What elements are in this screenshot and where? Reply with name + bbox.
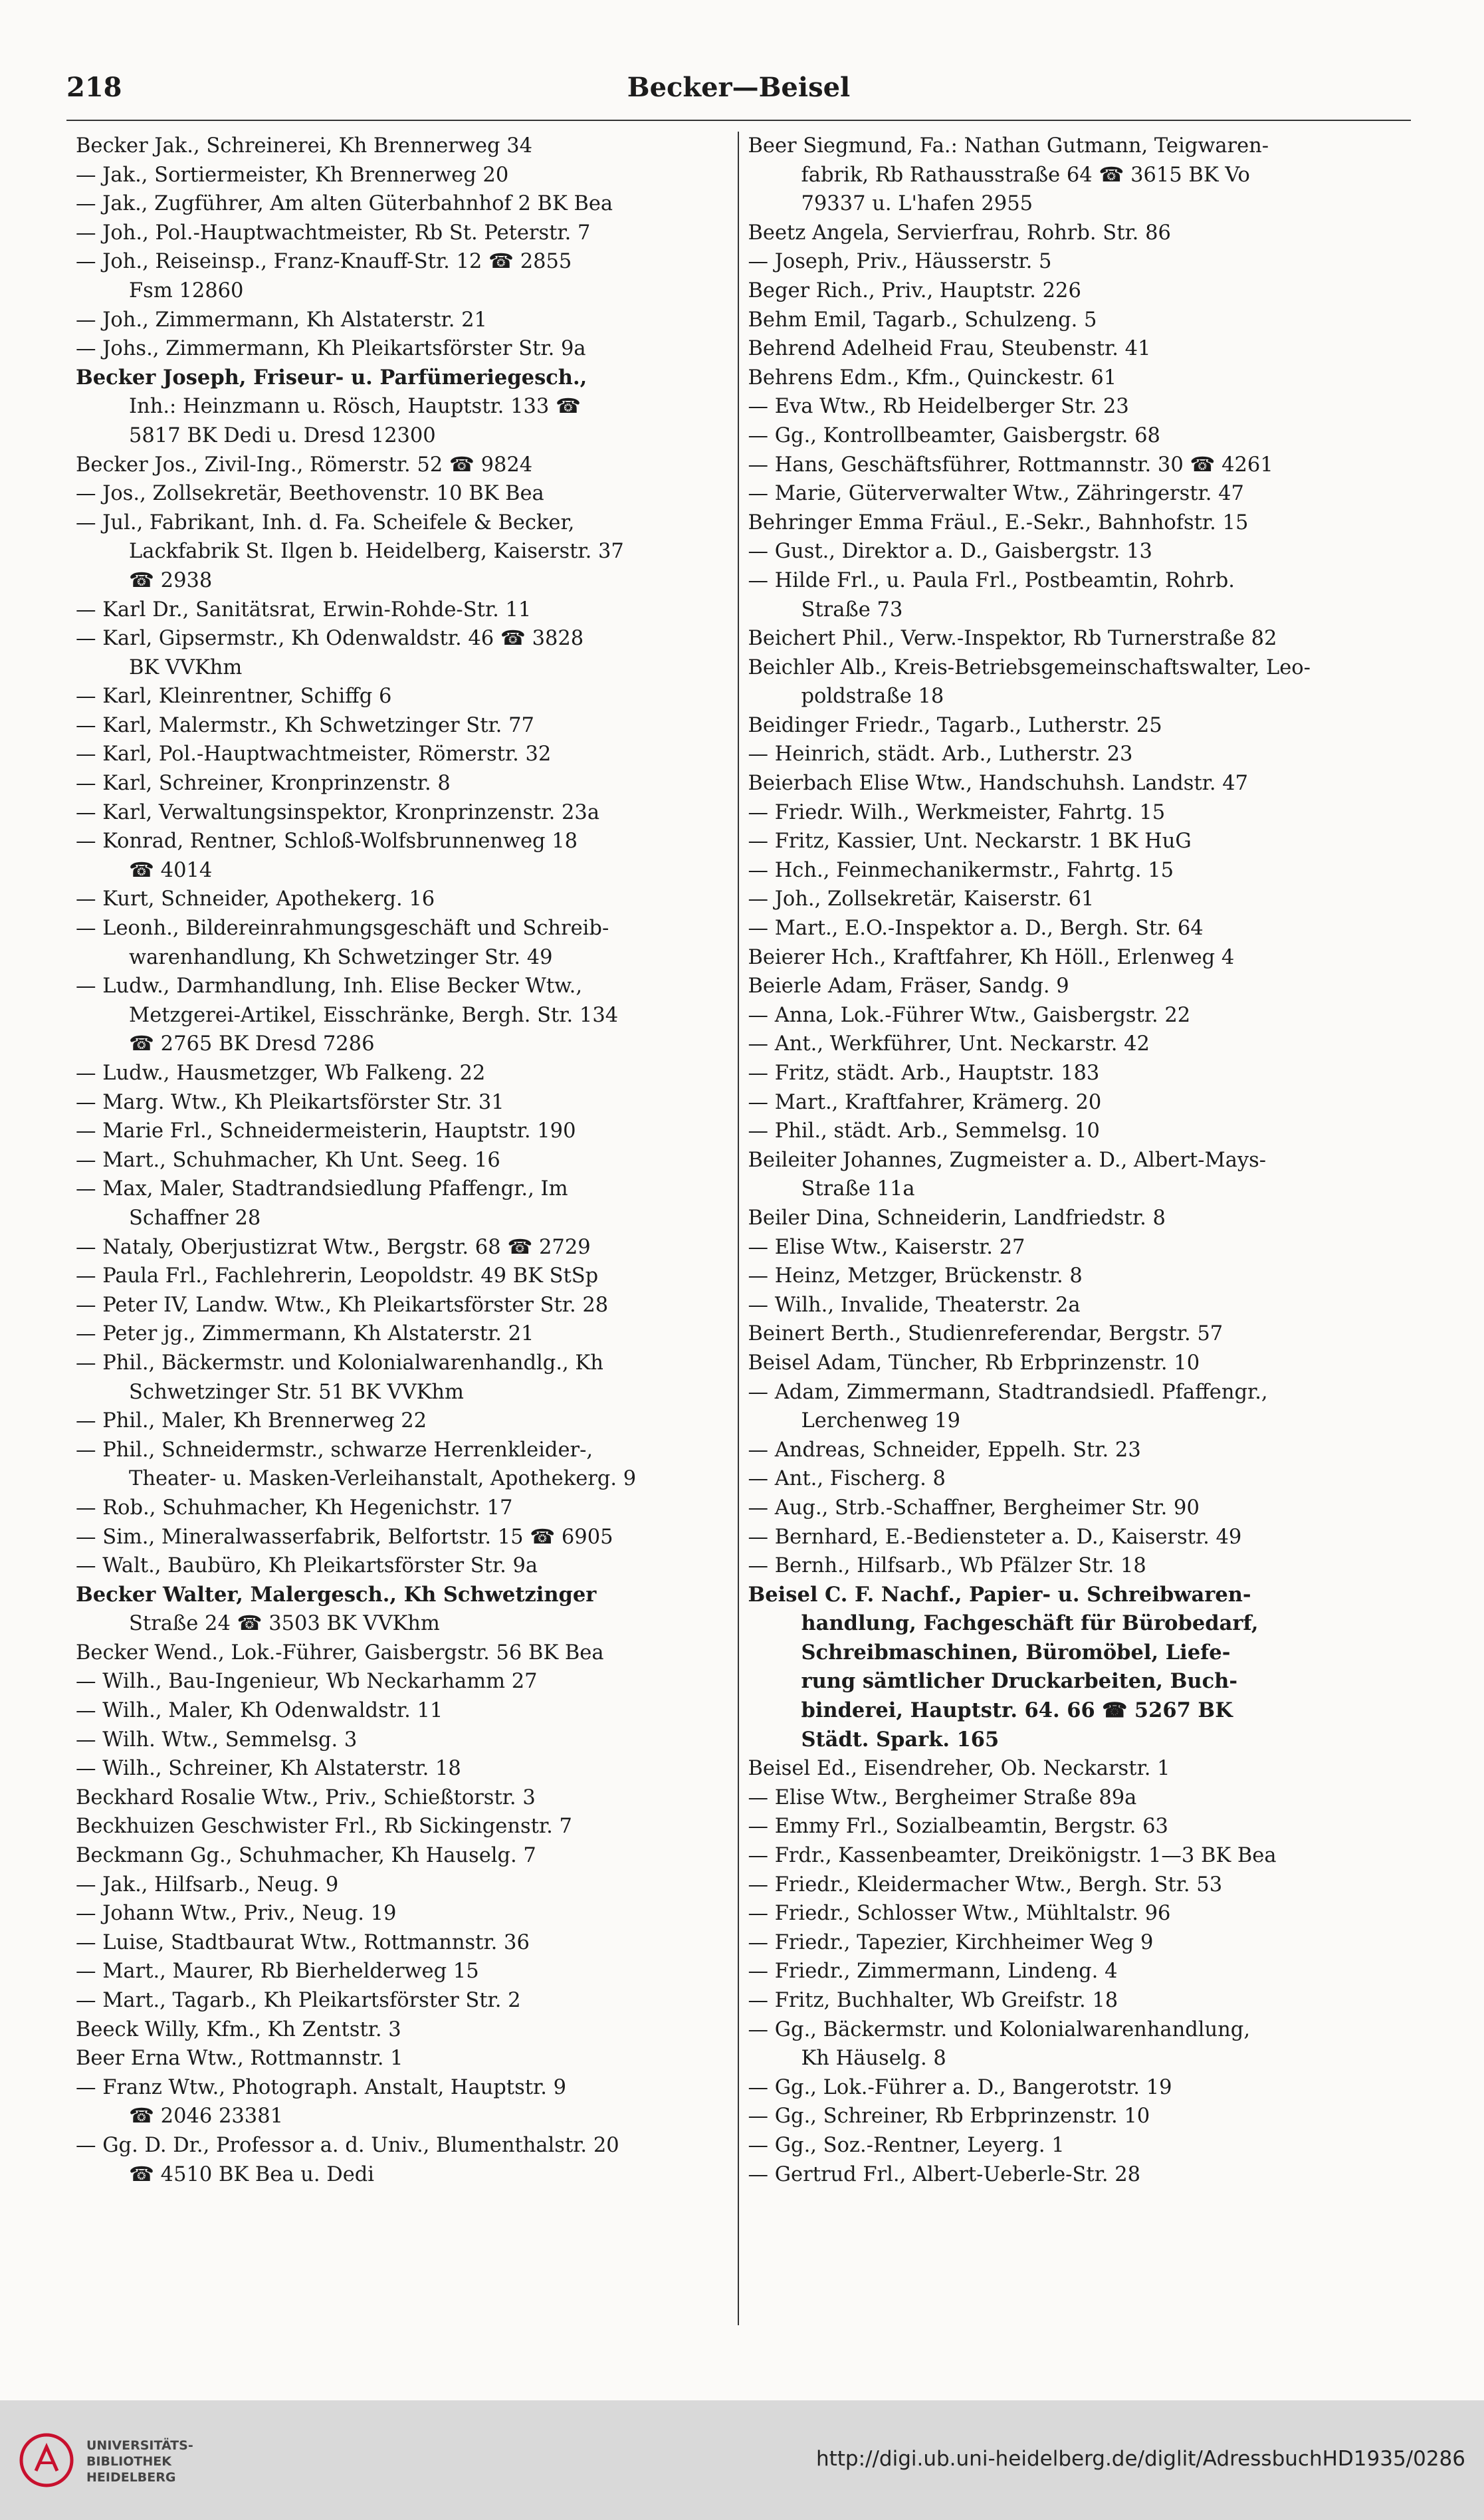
directory-entry: — Karl, Kleinrentner, Schiffg 6 bbox=[76, 685, 392, 709]
directory-entry: Straße 73 bbox=[801, 598, 903, 622]
directory-entry: — Hch., Feinmechanikermstr., Fahrtg. 15 bbox=[748, 858, 1174, 882]
directory-entry: — Gg., Bäckermstr. und Kolonialwarenhandlung, bbox=[748, 2017, 1251, 2041]
directory-entry: — Joh., Zollsekretär, Kaiserstr. 61 bbox=[748, 887, 1095, 911]
directory-entry: — Jak., Zugführer, Am alten Güterbahnhof 2 BK Bea bbox=[76, 192, 613, 216]
directory-entry: — Eva Wtw., Rb Heidelberger Str. 23 bbox=[748, 395, 1129, 419]
directory-entry: — Emmy Frl., Sozialbeamtin, Bergstr. 63 bbox=[748, 1815, 1168, 1839]
directory-entry: — Phil., Maler, Kh Brennerweg 22 bbox=[76, 1409, 427, 1433]
directory-entry: Beeck Willy, Kfm., Kh Zentstr. 3 bbox=[76, 2017, 401, 2041]
directory-entry: — Gg., Kontrollbeamter, Gaisbergstr. 68 bbox=[748, 423, 1160, 447]
directory-entry: Behringer Emma Fräul., E.-Sekr., Bahnhofstr. 15 bbox=[748, 511, 1249, 534]
directory-entry: — Mart., Schuhmacher, Kh Unt. Seeg. 16 bbox=[76, 1148, 500, 1172]
directory-entry: Beckmann Gg., Schuhmacher, Kh Hauselg. 7 bbox=[76, 1844, 536, 1868]
directory-entry: — Joseph, Priv., Häusserstr. 5 bbox=[748, 250, 1052, 274]
directory-entry: Beiler Dina, Schneiderin, Landfriedstr. 8 bbox=[748, 1206, 1166, 1230]
directory-entry: Lackfabrik St. Ilgen b. Heidelberg, Kaiserstr. 37 bbox=[129, 540, 624, 564]
directory-entry: Lerchenweg 19 bbox=[801, 1409, 960, 1433]
directory-entry: Beer Erna Wtw., Rottmannstr. 1 bbox=[76, 2047, 403, 2071]
directory-entry: binderei, Hauptstr. 64. 66 ☎ 5267 BK bbox=[801, 1698, 1233, 1723]
directory-entry: Beger Rich., Priv., Hauptstr. 226 bbox=[748, 279, 1081, 302]
directory-entry: — Adam, Zimmermann, Stadtrandsiedl. Pfaffengr., bbox=[748, 1380, 1268, 1404]
directory-entry: — Bernhard, E.-Bediensteter a. D., Kaiserstr. 49 bbox=[748, 1525, 1242, 1549]
directory-entry: Schreibmaschinen, Büromöbel, Liefe- bbox=[801, 1640, 1231, 1664]
directory-entry: — Friedr., Kleidermacher Wtw., Bergh. Str. 53 bbox=[748, 1873, 1223, 1896]
directory-entry: — Ludw., Hausmetzger, Wb Falkeng. 22 bbox=[76, 1062, 486, 1085]
directory-entry: — Phil., Schneidermstr., schwarze Herrenkleider-, bbox=[76, 1438, 593, 1462]
university-seal-icon bbox=[19, 2432, 74, 2488]
directory-entry: Schwetzinger Str. 51 BK VVKhm bbox=[129, 1380, 464, 1404]
left-column bbox=[66, 132, 739, 2325]
source-url-link[interactable]: http://digi.ub.uni-heidelberg.de/diglit/AdressbuchHD1935/0286 bbox=[815, 2447, 1465, 2471]
directory-entry: Fsm 12860 bbox=[129, 279, 244, 302]
directory-entry: — Elise Wtw., Kaiserstr. 27 bbox=[748, 1235, 1025, 1259]
directory-entry: Beetz Angela, Servierfrau, Rohrb. Str. 86 bbox=[748, 221, 1171, 245]
directory-entry: — Sim., Mineralwasserfabrik, Belfortstr. 15 ☎ 6905 bbox=[76, 1525, 613, 1549]
directory-entry: — Ant., Fischerg. 8 bbox=[748, 1467, 946, 1491]
directory-entry: — Franz Wtw., Photograph. Anstalt, Hauptstr. 9 bbox=[76, 2075, 567, 2099]
logo-line-3: HEIDELBERG bbox=[86, 2470, 176, 2485]
directory-entry: — Wilh., Schreiner, Kh Alstaterstr. 18 bbox=[76, 1757, 461, 1781]
page-number: 218 bbox=[66, 72, 122, 103]
page-header bbox=[66, 72, 1411, 112]
directory-entry: Behrens Edm., Kfm., Quinckestr. 61 bbox=[748, 366, 1117, 390]
directory-entry: Beileiter Johannes, Zugmeister a. D., Albert-Mays- bbox=[748, 1148, 1267, 1172]
directory-entry: — Luise, Stadtbaurat Wtw., Rottmannstr. 36 bbox=[76, 1930, 530, 1954]
directory-entry: — Rob., Schuhmacher, Kh Hegenichstr. 17 bbox=[76, 1496, 513, 1520]
directory-entry: — Gg., Schreiner, Rb Erbprinzenstr. 10 bbox=[748, 2105, 1150, 2128]
directory-entry: 5817 BK Dedi u. Dresd 12300 bbox=[129, 423, 436, 447]
directory-entry: — Fritz, Kassier, Unt. Neckarstr. 1 BK HuG bbox=[748, 830, 1192, 854]
directory-entry: — Friedr., Tapezier, Kirchheimer Weg 9 bbox=[748, 1930, 1154, 1954]
directory-entry: — Johann Wtw., Priv., Neug. 19 bbox=[76, 1902, 397, 1926]
directory-entry: poldstraße 18 bbox=[801, 685, 944, 709]
directory-entry: 79337 u. L'hafen 2955 bbox=[801, 192, 1033, 216]
directory-entry: Beichert Phil., Verw.-Inspektor, Rb Turnerstraße 82 bbox=[748, 627, 1277, 651]
directory-entry: — Joh., Reiseinsp., Franz-Knauff-Str. 12 ☎ 2855 bbox=[76, 250, 572, 274]
directory-entry: Becker Walter, Malergesch., Kh Schwetzinger bbox=[76, 1582, 597, 1607]
directory-entry: Beierle Adam, Fräser, Sandg. 9 bbox=[748, 974, 1069, 998]
directory-entry: — Peter IV, Landw. Wtw., Kh Pleikartsförster Str. 28 bbox=[76, 1293, 609, 1317]
directory-entry: — Ant., Werkführer, Unt. Neckarstr. 42 bbox=[748, 1032, 1150, 1056]
right-column bbox=[739, 132, 1412, 2325]
directory-entry: — Marie Frl., Schneidermeisterin, Hauptstr. 190 bbox=[76, 1119, 576, 1143]
directory-entry: Kh Häuselg. 8 bbox=[801, 2047, 946, 2071]
directory-entry: Theater- u. Masken-Verleihanstalt, Apothekerg. 9 bbox=[129, 1467, 637, 1491]
directory-entry: Beinert Berth., Studienreferendar, Bergstr. 57 bbox=[748, 1322, 1223, 1346]
directory-entry: — Karl, Verwaltungsinspektor, Kronprinzenstr. 23a bbox=[76, 800, 600, 824]
directory-entry: — Heinz, Metzger, Brückenstr. 8 bbox=[748, 1264, 1083, 1288]
directory-entry: — Friedr. Wilh., Werkmeister, Fahrtg. 15 bbox=[748, 800, 1166, 824]
directory-entry: — Konrad, Rentner, Schloß-Wolfsbrunnenweg 18 bbox=[76, 830, 578, 854]
directory-entry: Becker Jos., Zivil-Ing., Römerstr. 52 ☎ 9824 bbox=[76, 453, 533, 477]
directory-entry: Beierbach Elise Wtw., Handschuhsh. Landstr. 47 bbox=[748, 772, 1249, 796]
directory-entry: — Marie, Güterverwalter Wtw., Zähringerstr. 47 bbox=[748, 482, 1244, 506]
directory-entry: Behm Emil, Tagarb., Schulzeng. 5 bbox=[748, 308, 1097, 332]
directory-entry: — Mart., Maurer, Rb Bierhelderweg 15 bbox=[76, 1960, 479, 1984]
directory-entry: warenhandlung, Kh Schwetzinger Str. 49 bbox=[129, 945, 553, 969]
directory-entry: — Gg., Soz.-Rentner, Leyerg. 1 bbox=[748, 2133, 1065, 2157]
directory-entry: — Phil., Bäckermstr. und Kolonialwarenhandlg., Kh bbox=[76, 1351, 603, 1375]
directory-entry: — Andreas, Schneider, Eppelh. Str. 23 bbox=[748, 1438, 1141, 1462]
directory-entry: — Fritz, städt. Arb., Hauptstr. 183 bbox=[748, 1062, 1100, 1085]
directory-entry: — Mart., Kraftfahrer, Krämerg. 20 bbox=[748, 1090, 1102, 1114]
library-logo-text bbox=[86, 2438, 193, 2485]
directory-entry: — Gg., Lok.-Führer a. D., Bangerotstr. 19 bbox=[748, 2075, 1172, 2099]
directory-entry: Beer Siegmund, Fa.: Nathan Gutmann, Teigwaren- bbox=[748, 134, 1269, 158]
directory-entry: — Peter jg., Zimmermann, Kh Alstaterstr. 21 bbox=[76, 1322, 534, 1346]
directory-entry: Straße 11a bbox=[801, 1177, 915, 1201]
directory-entry: Beckhard Rosalie Wtw., Priv., Schießtorstr. 3 bbox=[76, 1785, 536, 1809]
directory-entry: — Kurt, Schneider, Apothekerg. 16 bbox=[76, 887, 435, 911]
directory-entry: — Hilde Frl., u. Paula Frl., Postbeamtin, Rohrb. bbox=[748, 568, 1235, 592]
directory-entry: rung sämtlicher Druckarbeiten, Buch- bbox=[801, 1669, 1237, 1694]
directory-entry: — Joh., Zimmermann, Kh Alstaterstr. 21 bbox=[76, 308, 487, 332]
running-head: Becker—Beisel bbox=[627, 72, 851, 103]
directory-entry: ☎ 2046 23381 bbox=[129, 2105, 284, 2128]
directory-entry: — Nataly, Oberjustizrat Wtw., Bergstr. 68 ☎ 2729 bbox=[76, 1235, 591, 1259]
directory-entry: — Hans, Geschäftsführer, Rottmannstr. 30 ☎ 4261 bbox=[748, 453, 1273, 477]
directory-entry: — Walt., Baubüro, Kh Pleikartsförster Str. 9a bbox=[76, 1554, 538, 1578]
directory-entry: Becker Jak., Schreinerei, Kh Brennerweg 34 bbox=[76, 134, 533, 158]
directory-entry: — Ludw., Darmhandlung, Inh. Elise Becker Wtw., bbox=[76, 974, 583, 998]
directory-entry: ☎ 4014 bbox=[129, 858, 213, 882]
directory-entry: Beierer Hch., Kraftfahrer, Kh Höll., Erlenweg 4 bbox=[748, 945, 1235, 969]
directory-entry: — Jak., Sortiermeister, Kh Brennerweg 20 bbox=[76, 163, 509, 187]
directory-entry: — Leonh., Bildereinrahmungsgeschäft und Schreib- bbox=[76, 917, 609, 941]
directory-entry: Becker Joseph, Friseur- u. Parfümeriegesch., bbox=[76, 365, 587, 390]
directory-entry: Beisel C. F. Nachf., Papier- u. Schreibwaren- bbox=[748, 1582, 1251, 1607]
directory-entry: — Phil., städt. Arb., Semmelsg. 10 bbox=[748, 1119, 1100, 1143]
directory-entry: Beisel Ed., Eisendreher, Ob. Neckarstr. 1 bbox=[748, 1757, 1170, 1781]
directory-entry: Metzgerei-Artikel, Eisschränke, Bergh. Str. 134 bbox=[129, 1003, 619, 1027]
directory-entry: — Gg. D. Dr., Professor a. d. Univ., Blumenthalstr. 20 bbox=[76, 2133, 619, 2157]
directory-entry: — Friedr., Zimmermann, Lindeng. 4 bbox=[748, 1960, 1118, 1984]
directory-entry: Beidinger Friedr., Tagarb., Lutherstr. 25 bbox=[748, 713, 1162, 737]
directory-entry: — Mart., Tagarb., Kh Pleikartsförster Str. 2 bbox=[76, 1989, 521, 2012]
directory-entry: — Karl Dr., Sanitätsrat, Erwin-Rohde-Str. 11 bbox=[76, 598, 532, 622]
directory-entry: — Karl, Schreiner, Kronprinzenstr. 8 bbox=[76, 772, 451, 796]
directory-entry: — Aug., Strb.-Schaffner, Bergheimer Str. 90 bbox=[748, 1496, 1200, 1520]
directory-entry: ☎ 2765 BK Dresd 7286 bbox=[129, 1032, 375, 1056]
directory-entry: — Wilh., Invalide, Theaterstr. 2a bbox=[748, 1293, 1081, 1317]
directory-entry: handlung, Fachgeschäft für Bürobedarf, bbox=[801, 1611, 1259, 1636]
directory-entry: ☎ 2938 bbox=[129, 568, 213, 592]
directory-entry: — Friedr., Schlosser Wtw., Mühltalstr. 96 bbox=[748, 1902, 1171, 1926]
directory-entry: Straße 24 ☎ 3503 BK VVKhm bbox=[129, 1612, 440, 1636]
directory-entry: — Marg. Wtw., Kh Pleikartsförster Str. 31 bbox=[76, 1090, 504, 1114]
directory-entry: — Johs., Zimmermann, Kh Pleikartsförster Str. 9a bbox=[76, 337, 586, 361]
directory-entry: — Joh., Pol.-Hauptwachtmeister, Rb St. Peterstr. 7 bbox=[76, 221, 591, 245]
directory-entry: — Karl, Pol.-Hauptwachtmeister, Römerstr. 32 bbox=[76, 743, 552, 766]
directory-entry: Inh.: Heinzmann u. Rösch, Hauptstr. 133 ☎ bbox=[129, 395, 581, 419]
logo-line-1: UNIVERSITÄTS- bbox=[86, 2438, 193, 2453]
directory-entry: — Gust., Direktor a. D., Gaisbergstr. 13 bbox=[748, 540, 1152, 564]
directory-entry: fabrik, Rb Rathausstraße 64 ☎ 3615 BK Vo bbox=[801, 163, 1250, 187]
directory-entry: — Jul., Fabrikant, Inh. d. Fa. Scheifele & Becker, bbox=[76, 511, 575, 534]
directory-entry: ☎ 4510 BK Bea u. Dedi bbox=[129, 2162, 375, 2186]
directory-entry: Becker Wend., Lok.-Führer, Gaisbergstr. 56 BK Bea bbox=[76, 1641, 604, 1664]
directory-entry: — Fritz, Buchhalter, Wb Greifstr. 18 bbox=[748, 1989, 1118, 2012]
directory-entry: — Wilh. Wtw., Semmelsg. 3 bbox=[76, 1728, 358, 1752]
directory-entry: — Elise Wtw., Bergheimer Straße 89a bbox=[748, 1785, 1137, 1809]
directory-entry: Schaffner 28 bbox=[129, 1206, 261, 1230]
directory-entry: — Jak., Hilfsarb., Neug. 9 bbox=[76, 1873, 339, 1896]
directory-entry: — Gertrud Frl., Albert-Ueberle-Str. 28 bbox=[748, 2162, 1141, 2186]
directory-entry: — Anna, Lok.-Führer Wtw., Gaisbergstr. 22 bbox=[748, 1003, 1191, 1027]
directory-entry: — Wilh., Maler, Kh Odenwaldstr. 11 bbox=[76, 1699, 443, 1723]
footer-bar bbox=[0, 2400, 1484, 2520]
directory-entry: Beisel Adam, Tüncher, Rb Erbprinzenstr. 10 bbox=[748, 1351, 1200, 1375]
directory-entry: — Jos., Zollsekretär, Beethovenstr. 10 BK Bea bbox=[76, 482, 544, 506]
directory-entry: Beichler Alb., Kreis-Betriebsgemeinschaftswalter, Leo- bbox=[748, 655, 1311, 679]
directory-entry: — Karl, Malermstr., Kh Schwetzinger Str. 77 bbox=[76, 713, 534, 737]
directory-entry: — Mart., E.O.-Inspektor a. D., Bergh. Str. 64 bbox=[748, 917, 1204, 941]
directory-entry: — Paula Frl., Fachlehrerin, Leopoldstr. 49 BK StSp bbox=[76, 1264, 599, 1288]
directory-entry: — Heinrich, städt. Arb., Lutherstr. 23 bbox=[748, 743, 1133, 766]
directory-entry: — Frdr., Kassenbeamter, Dreikönigstr. 1—3 BK Bea bbox=[748, 1844, 1277, 1868]
directory-columns bbox=[66, 132, 1411, 2325]
directory-entry: — Wilh., Bau-Ingenieur, Wb Neckarhamm 27 bbox=[76, 1670, 538, 1694]
directory-entry: — Karl, Gipsermstr., Kh Odenwaldstr. 46 ☎ 3828 bbox=[76, 627, 584, 651]
directory-entry: BK VVKhm bbox=[129, 655, 243, 679]
directory-entry: — Bernh., Hilfsarb., Wb Pfälzer Str. 18 bbox=[748, 1554, 1146, 1578]
directory-entry: — Max, Maler, Stadtrandsiedlung Pfaffengr., Im bbox=[76, 1177, 568, 1201]
directory-entry: Städt. Spark. 165 bbox=[801, 1727, 1000, 1752]
logo-line-2: BIBLIOTHEK bbox=[86, 2454, 171, 2469]
header-rule bbox=[66, 120, 1411, 121]
directory-entry: Beckhuizen Geschwister Frl., Rb Sickingenstr. 7 bbox=[76, 1815, 572, 1839]
directory-entry: Behrend Adelheid Frau, Steubenstr. 41 bbox=[748, 337, 1151, 361]
